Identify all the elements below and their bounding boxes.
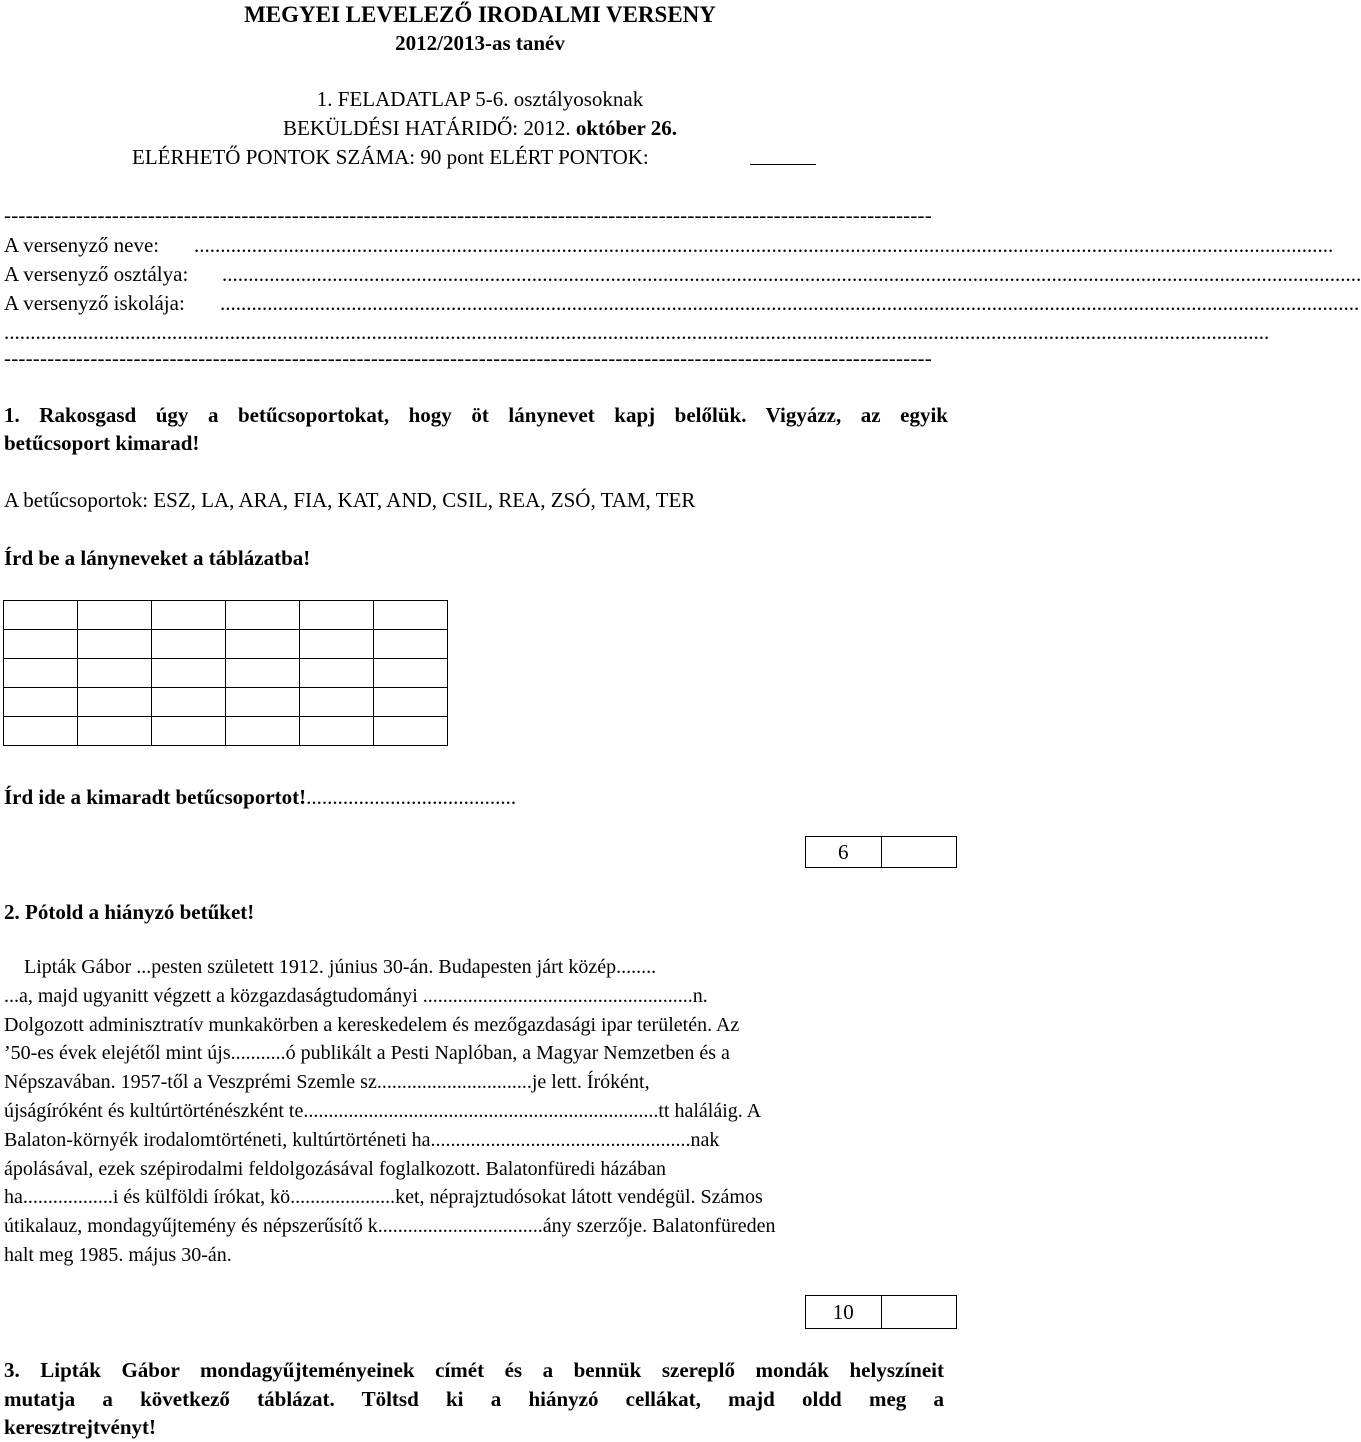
names-cell[interactable]: [78, 717, 152, 746]
school-year: 2012/2013-as tanév: [395, 31, 565, 55]
names-cell[interactable]: [4, 630, 78, 659]
names-table: [3, 600, 448, 746]
names-cell[interactable]: [374, 688, 448, 717]
deadline-label: BEKÜLDÉSI HATÁRIDŐ: 2012.: [283, 116, 571, 140]
task2-line: ...a, majd ugyanitt végzett a közgazdaságtudományi ......................................................n.: [4, 984, 708, 1007]
names-cell[interactable]: [4, 659, 78, 688]
task2-line: Népszavában. 1957-től a Veszprémi Szemle sz...............................je lett. Íróként,: [4, 1071, 650, 1094]
task3-instruction: [4, 1356, 944, 1442]
names-cell[interactable]: [374, 717, 448, 746]
names-cell[interactable]: [4, 688, 78, 717]
task3-line: keresztrejtvényt!: [4, 1415, 156, 1440]
task2-line: újságíróként és kultúrtörténészként te.......................................................................tt haláláig. A: [4, 1099, 762, 1122]
task1-instruction: 1. Rakosgasd úgy a betűcsoportokat, hogy öt lánynevet kapj belőlük. Vigyázz, az egyik: [4, 403, 948, 427]
task2-earned-score[interactable]: [882, 1296, 957, 1328]
task2-score-box: [805, 1295, 957, 1329]
task3-line: 3. Lipták Gábor mondagyűjteményeinek címét és a bennük szereplő mondák helyszíneit: [4, 1358, 944, 1382]
names-cell[interactable]: [300, 601, 374, 630]
names-cell[interactable]: [374, 630, 448, 659]
names-cell[interactable]: [300, 717, 374, 746]
sheet-title: 1. FELADATLAP 5-6. osztályosoknak: [316, 87, 644, 111]
names-cell[interactable]: [152, 717, 226, 746]
task2-line: Lipták Gábor ...pesten született 1912. június 30-án. Budapesten járt közép........: [24, 956, 657, 978]
task1-instruction-cont: betűcsoport kimarad!: [4, 431, 200, 455]
names-cell[interactable]: [300, 630, 374, 659]
student-school-field-2[interactable]: .................................................................................................................................................................................................................................................: [4, 320, 1270, 344]
separator-top: ---------------------------------------------------------------------------------------------------------------------------------: [4, 203, 932, 227]
task2-line: ’50-es évek elejétől mint újs...........ó publikált a Pesti Naplóban, a Magyar Nemzetben és a: [4, 1042, 730, 1065]
names-cell[interactable]: [226, 630, 300, 659]
deadline: [0, 116, 960, 141]
names-cell[interactable]: [300, 659, 374, 688]
task2-line: Balaton-környék irodalomtörténeti, kultúrtörténeti ha....................................................nak: [4, 1128, 720, 1151]
task1-max-score: 6: [806, 837, 882, 867]
names-cell[interactable]: [152, 659, 226, 688]
task2-line: ápolásával, ezek szépirodalmi feldolgozásával foglalkozott. Balatonfüredi házában: [4, 1157, 666, 1180]
student-school-field[interactable]: .........................................................................................................................................................................................................................: [220, 291, 1360, 315]
names-cell[interactable]: [374, 601, 448, 630]
leftover-label: Írd ide a kimaradt betűcsoportot!: [4, 785, 307, 809]
names-cell[interactable]: [374, 659, 448, 688]
student-name-label: A versenyző neve:: [4, 233, 160, 257]
task2-text: [4, 953, 944, 1270]
task2-line: halt meg 1985. május 30-án.: [4, 1243, 232, 1266]
names-cell[interactable]: [226, 659, 300, 688]
names-cell[interactable]: [4, 717, 78, 746]
task1-table-prompt: Írd be a lányneveket a táblázatba!: [4, 546, 311, 570]
deadline-date: október 26.: [575, 116, 677, 140]
names-cell[interactable]: [152, 688, 226, 717]
contest-title: MEGYEI LEVELEZŐ IRODALMI VERSENY: [244, 2, 716, 27]
task3-line: mutatja a következő táblázat. Töltsd ki a hiányzó cellákat, majd oldd meg a: [4, 1386, 944, 1411]
task2-title: 2. Pótold a hiányzó betűket!: [4, 900, 255, 924]
points-line: ELÉRHETŐ PONTOK SZÁMA: 90 pont ELÉRT PONTOK:: [132, 145, 649, 169]
student-class-field[interactable]: .........................................................................................................................................................................................................................: [222, 262, 1361, 286]
student-school-label: A versenyző iskolája:: [4, 291, 185, 315]
student-class-label: A versenyző osztálya:: [4, 262, 189, 286]
student-name-field[interactable]: .........................................................................................................................................................................................................................: [194, 233, 1334, 257]
names-cell[interactable]: [226, 717, 300, 746]
names-cell[interactable]: [300, 688, 374, 717]
task1-letter-groups: A betűcsoportok: ESZ, LA, ARA, FIA, KAT, AND, CSIL, REA, ZSÓ, TAM, TER: [4, 488, 696, 512]
task1-earned-score[interactable]: [882, 837, 957, 867]
names-cell[interactable]: [78, 688, 152, 717]
task1-leftover-prompt: [4, 785, 516, 810]
names-cell[interactable]: [226, 688, 300, 717]
names-cell[interactable]: [4, 601, 78, 630]
task2-line: Dolgozott adminisztratív munkakörben a kereskedelem és mezőgazdasági ipar területén. Az: [4, 1013, 740, 1036]
names-cell[interactable]: [226, 601, 300, 630]
task1-score-box: [805, 836, 957, 868]
names-cell[interactable]: [152, 601, 226, 630]
names-cell[interactable]: [78, 630, 152, 659]
names-cell[interactable]: [78, 601, 152, 630]
task2-line: ha..................i és külföldi írókat, kö.....................ket, néprajztudósokat látott vendégül. Számos: [4, 1186, 763, 1209]
task2-max-score: 10: [806, 1296, 882, 1328]
task2-line: útikalauz, mondagyűjtemény és népszerűsítő k.................................ány szerzője. Balatonfüreden: [4, 1215, 776, 1238]
names-cell[interactable]: [152, 630, 226, 659]
separator-bottom: ---------------------------------------------------------------------------------------------------------------------------------: [4, 346, 932, 370]
names-cell[interactable]: [78, 659, 152, 688]
leftover-answer-field[interactable]: ........................................: [306, 785, 517, 809]
points-blank[interactable]: [750, 164, 816, 165]
